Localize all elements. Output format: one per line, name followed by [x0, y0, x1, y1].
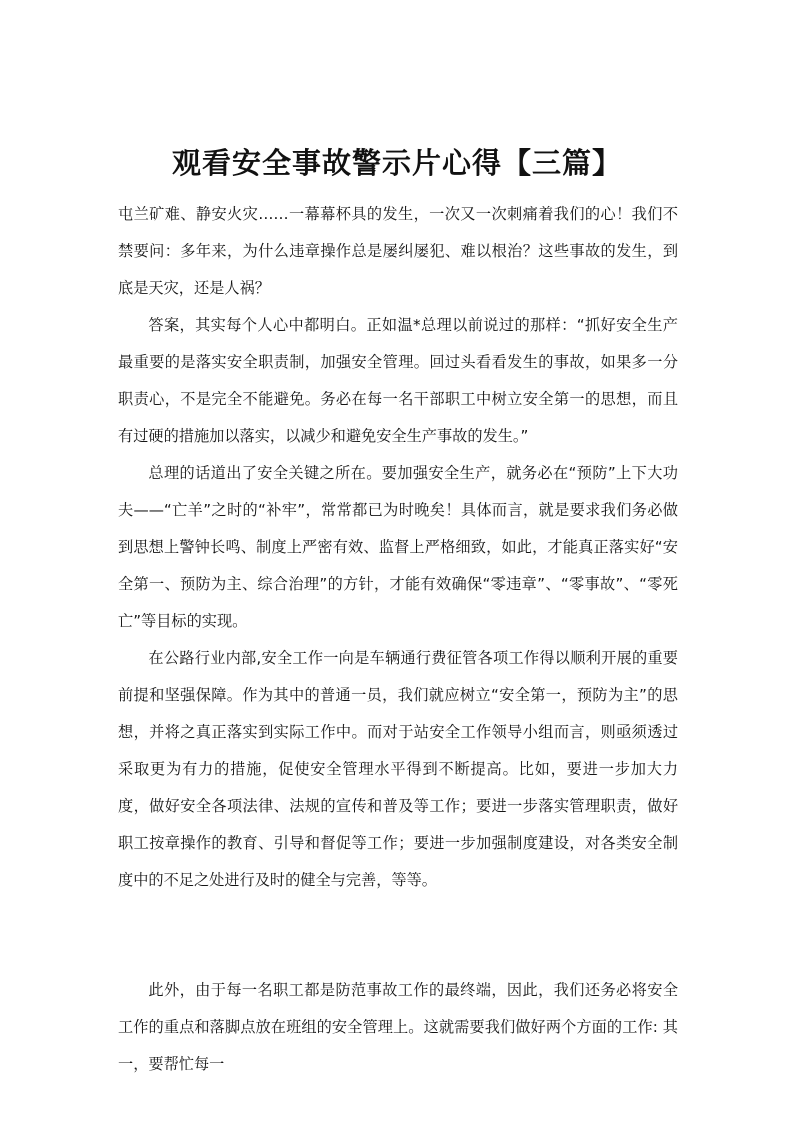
- paragraph-1: 屯兰矿难、静安火灾……一幕幕杯具的发生，一次又一次刺痛着我们的心！我们不禁要问：多年来，为什么违章操作总是屡纠屡犯、难以根治？这些事故的发生，到底是天灾，还是人祸？: [118, 205, 678, 297]
- last-paragraph-clip: [118, 972, 678, 1073]
- paragraph-2: 答案，其实每个人心中都明白。正如温*总理以前说过的那样：“抓好安全生产最重要的是落实安全职责制，加强安全管理。回过头看看发生的事故，如果多一分职责心，不是完全不能避免。务必在每一名干部职工中树立安全第一的思想，而且有过硬的措施加以落实，以减少和避免安全生产事故的发生。”: [118, 316, 678, 445]
- document-title: 观看安全事故警示片心得【三篇】: [171, 146, 622, 181]
- document-body: [118, 196, 678, 899]
- paragraph-4: 在公路行业内部,安全工作一向是车辆通行费征管各项工作得以顺利开展的重要前提和坚强保障。作为其中的普通一员，我们就应树立“安全第一，预防为主”的思想，并将之真正落实到实际工作中。而对于站安全工作领导小组而言，则亟须透过采取更为有力的措施，促使安全管理水平得到不断提高。比如，要进一步加大力度，做好安全各项法律、法规的宣传和普及等工作；要进一步落实管理职责，做好职工按章操作的教育、引导和督促等工作；要进一步加强制度建设，对各类安全制度中的不足之处进行及时的健全与完善，等等。: [118, 649, 678, 889]
- paragraph-3: 总理的话道出了安全关键之所在。要加强安全生产，就务必在“预防”上下大功夫——“亡羊”之时的“补牢”，常常都已为时晚矣！具体而言，就是要求我们务必做到思想上警钟长鸣、制度上严密有效、监督上严格细致，如此，才能真正落实好“安全第一、预防为主、综合治理”的方针，才能有效确保“零违章”、“零事故”、“零死亡”等目标的实现。: [118, 464, 678, 630]
- paragraph-5: 此外，由于每一名职工都是防范事故工作的最终端，因此，我们还务必将安全工作的重点和落脚点放在班组的安全管理上。这就需要我们做好两个方面的工作: 其一，要帮忙每一: [118, 981, 678, 1073]
